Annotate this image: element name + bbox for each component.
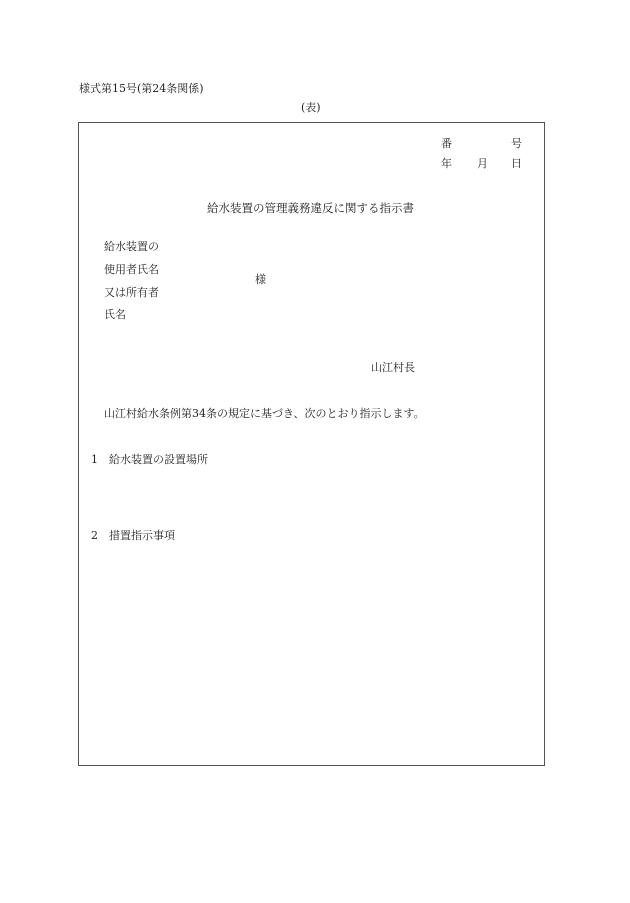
document-title: 給水装置の管理義務違反に関する指示書 [207, 201, 414, 215]
addressee-honorific: 様 [255, 273, 266, 286]
item-2-number: 2 [91, 529, 98, 542]
addressee-label-line-1: 給水装置の [104, 240, 159, 253]
addressee-label-line-4: 氏名 [104, 308, 126, 321]
side-label: (表) [301, 101, 321, 114]
date-day: 日 [511, 157, 522, 170]
document-number-ban: 番 [441, 137, 452, 150]
item-1-number: 1 [91, 453, 98, 466]
addressee-label-line-3: 又は所有者 [104, 286, 159, 299]
body-text: 山江村給水条例第34条の規定に基づき、次のとおり指示します。 [104, 407, 425, 420]
item-1-label: 給水装置の設置場所 [109, 453, 208, 466]
date-month: 月 [477, 157, 488, 170]
form-number: 様式第15号(第24条関係) [79, 82, 204, 95]
document-number-go: 号 [511, 137, 522, 150]
date-year: 年 [441, 157, 452, 170]
item-2-label: 措置指示事項 [109, 529, 175, 542]
issuer: 山江村長 [371, 361, 415, 374]
addressee-label-line-2: 使用者氏名 [104, 263, 159, 276]
form-frame [78, 122, 545, 766]
